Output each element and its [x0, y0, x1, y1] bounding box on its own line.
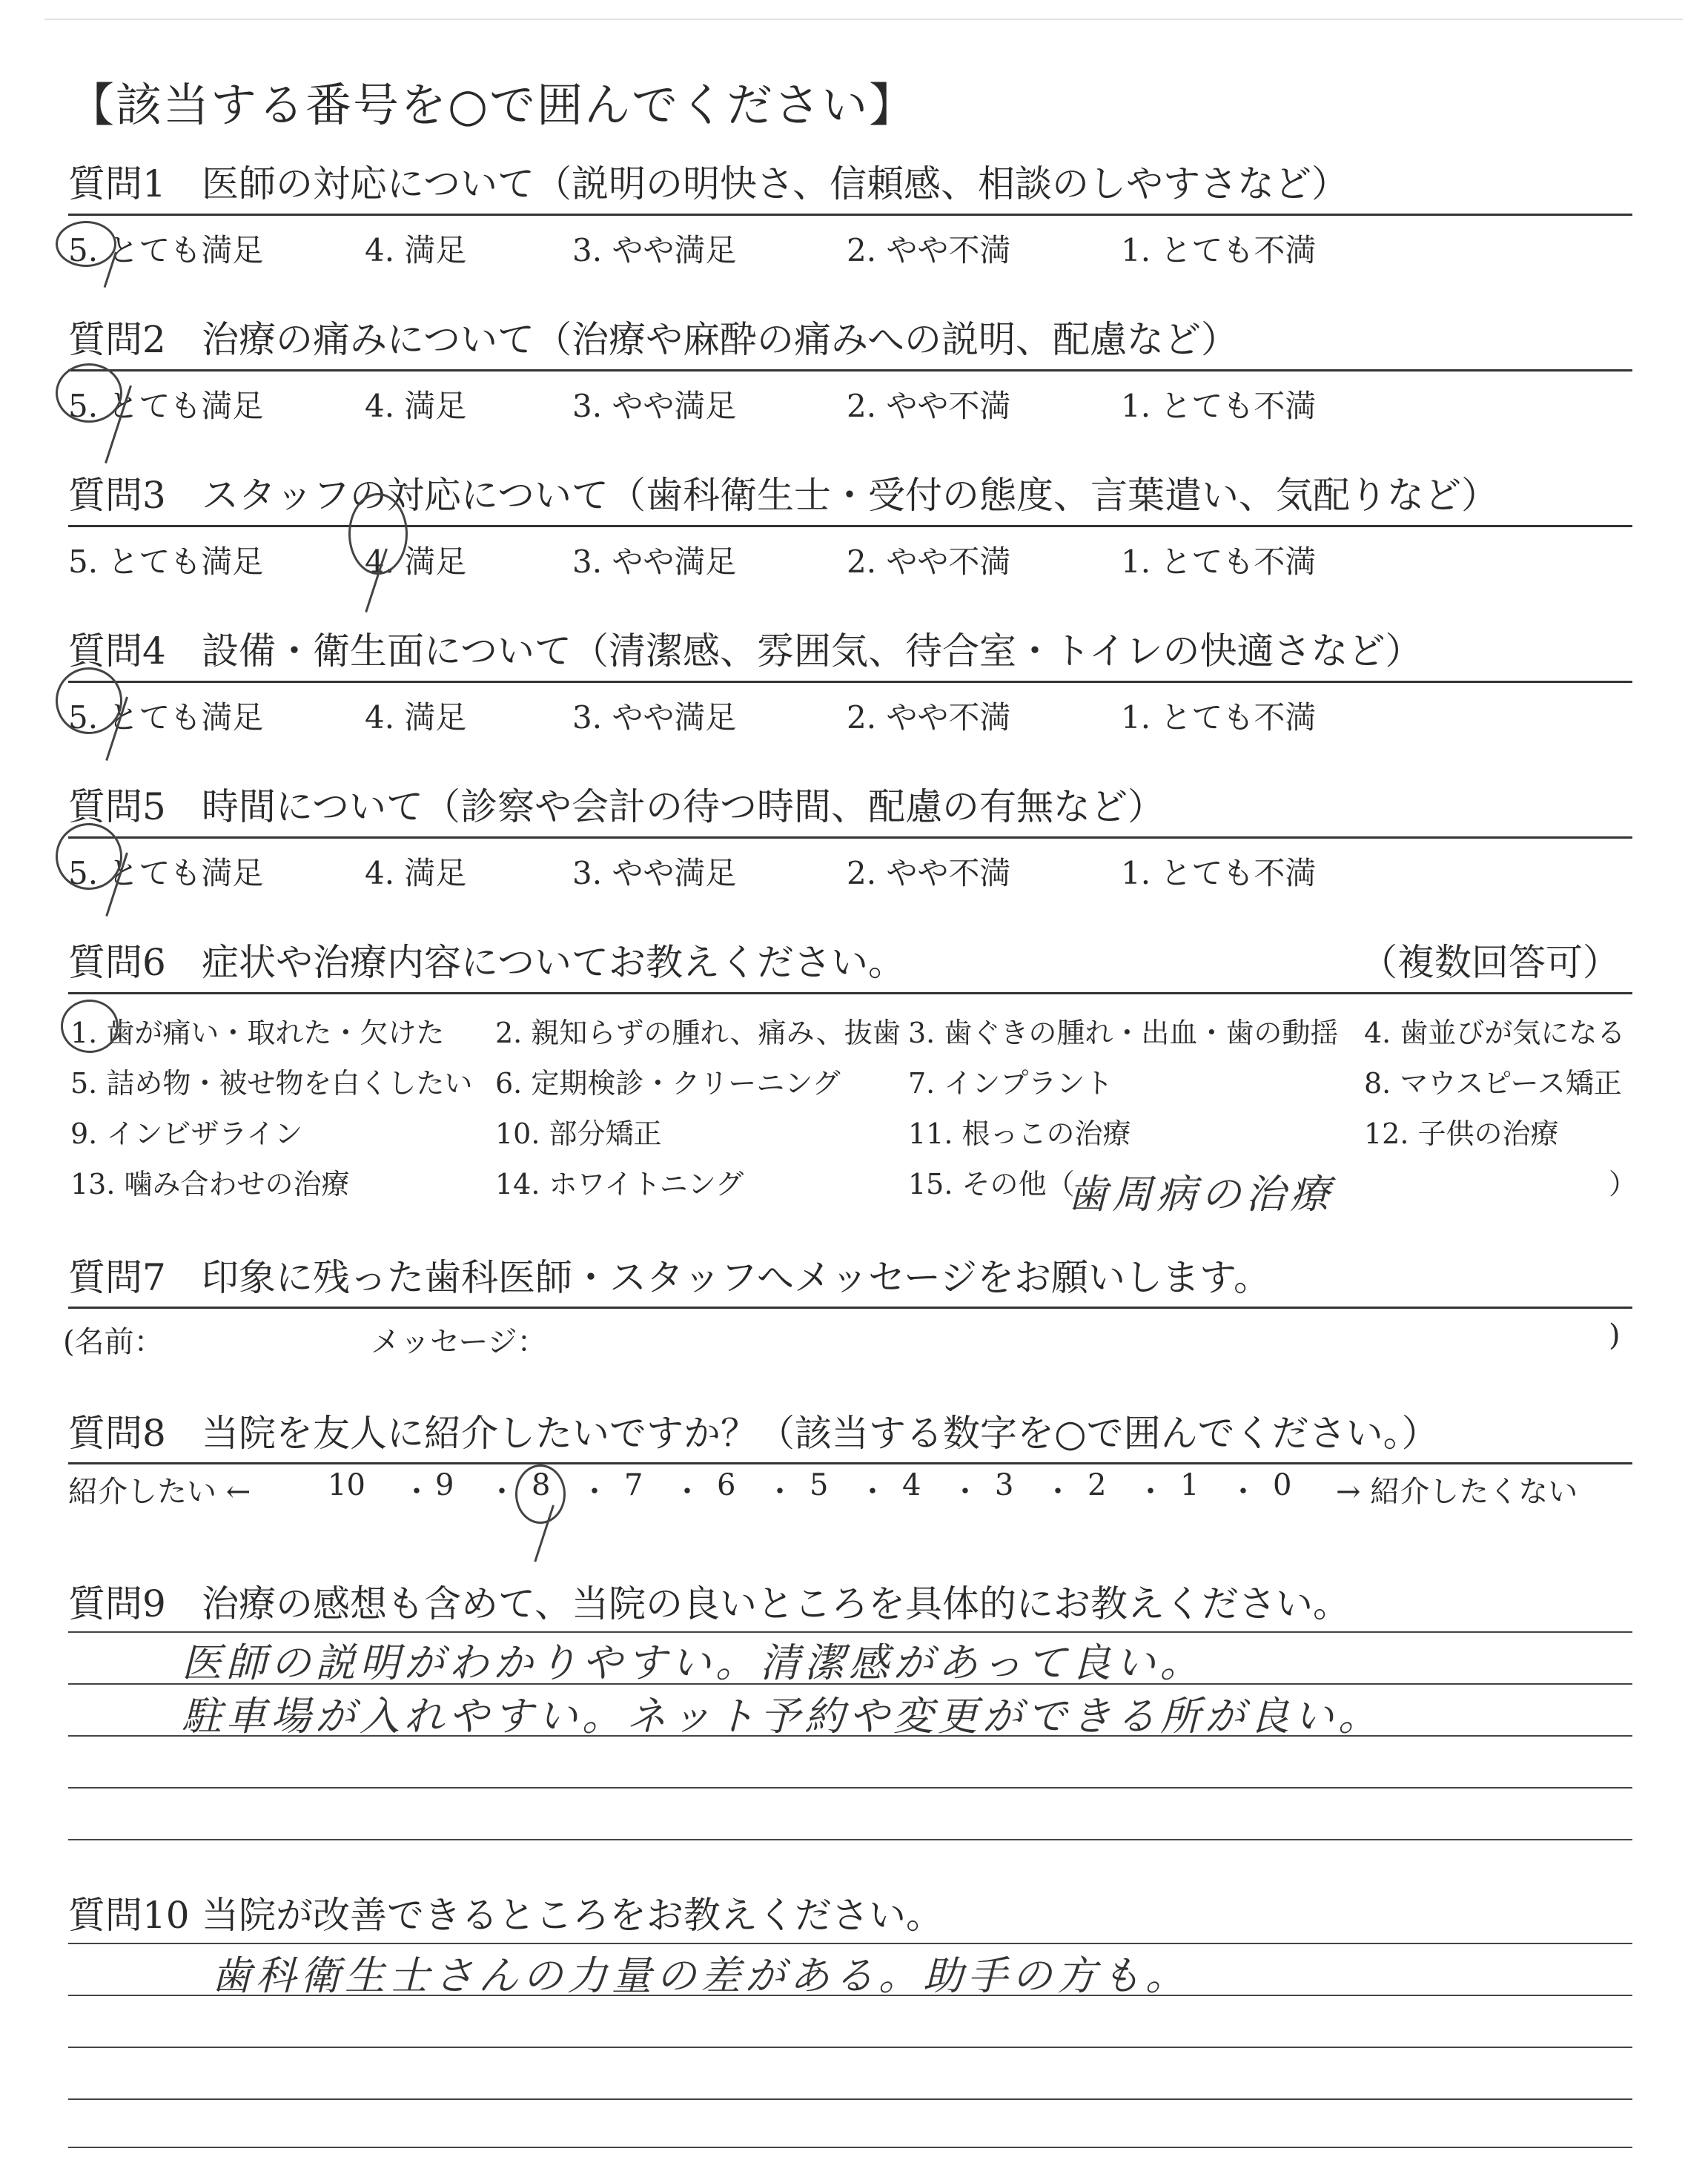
question-text: 時間について（診察や会計の待つ時間、配慮の有無など）: [202, 785, 1165, 828]
divider: [68, 214, 1632, 216]
question-4: [68, 627, 1632, 676]
rating-option-1[interactable]: 1. とても不満: [1121, 544, 1317, 580]
question-text: 治療の感想も含めて、当院の良いところを具体的にお教えください。: [202, 1582, 1350, 1625]
question-text: スタッフの対応について（歯科衛生士・受付の態度、言葉遣い、気配りなど）: [202, 474, 1498, 517]
question-text: 印象に残った歯科医師・スタッフへメッセージをお願いします。: [202, 1256, 1271, 1299]
selection-circle: [56, 823, 122, 890]
symptom-option-7[interactable]: 7. インプラント: [908, 1067, 1113, 1100]
rating-option-3[interactable]: 3. やや満足: [572, 232, 737, 268]
message-close-paren: ): [1609, 1318, 1621, 1353]
selection-circle: [348, 493, 408, 575]
selection-circle: [56, 221, 116, 267]
handwritten-answer-line-1: 医師の説明がわかりやすい。清潔感があって良い。: [182, 1639, 1205, 1686]
answer-line: [68, 2047, 1632, 2048]
question-text: 医師の対応について（説明の明快さ、信頼感、相談のしやすさなど）: [202, 162, 1348, 205]
multiple-answers-note: （複数回答可）: [1360, 941, 1620, 984]
rating-option-5[interactable]: 5. とても満足: [68, 232, 264, 268]
scale-right-label: → 紹介したくない: [1336, 1475, 1578, 1509]
rating-option-2[interactable]: 2. やや不満: [847, 855, 1011, 891]
symptom-option-3[interactable]: 3. 歯ぐきの腫れ・出血・歯の動揺: [908, 1017, 1339, 1049]
message-label: メッセージ：: [371, 1325, 547, 1359]
rating-option-3[interactable]: 3. やや満足: [572, 388, 737, 424]
rating-option-1[interactable]: 1. とても不満: [1121, 855, 1317, 891]
selection-circle: [515, 1464, 566, 1524]
rating-option-2[interactable]: 2. やや不満: [847, 388, 1011, 424]
question-number: 質問6: [68, 941, 166, 984]
rating-option-5[interactable]: 5. とても満足: [68, 544, 264, 580]
question-1: [68, 159, 1632, 208]
rating-option-5[interactable]: 5. とても満足: [68, 699, 264, 736]
rating-option-3[interactable]: 3. やや満足: [572, 544, 737, 580]
symptom-option-8[interactable]: 8. マウスピース矯正: [1364, 1067, 1622, 1100]
answer-line: [68, 2098, 1632, 2100]
scale-3[interactable]: 3: [995, 1468, 1014, 1502]
scale-4[interactable]: 4: [902, 1468, 921, 1502]
rating-option-1[interactable]: 1. とても不満: [1121, 699, 1317, 736]
rating-options-q3: [68, 538, 1632, 582]
symptom-option-13[interactable]: 13. 噛み合わせの治療: [70, 1168, 350, 1200]
answer-line: [68, 1787, 1632, 1789]
question-number: 質問9: [68, 1582, 166, 1625]
divider: [68, 369, 1632, 371]
answer-line: [68, 1839, 1632, 1840]
answer-line: [68, 2147, 1632, 2148]
scale-9[interactable]: 9: [435, 1468, 454, 1502]
rating-options-q4: [68, 693, 1632, 738]
question-9: [68, 1579, 1632, 1628]
rating-option-3[interactable]: 3. やや満足: [572, 855, 737, 891]
scale-8[interactable]: 8: [532, 1468, 551, 1502]
symptom-option-10[interactable]: 10. 部分矯正: [495, 1117, 662, 1150]
symptom-option-14[interactable]: 14. ホワイトニング: [495, 1168, 744, 1200]
other-handwritten-answer: 歯周病の治療: [1068, 1171, 1334, 1218]
rating-option-4[interactable]: 4. 満足: [365, 855, 467, 891]
symptom-option-11[interactable]: 11. 根っこの治療: [908, 1117, 1131, 1150]
name-label: (名前：: [63, 1325, 164, 1359]
question-text: 設備・衛生面について（清潔感、雰囲気、待合室・トイレの快適さなど）: [202, 630, 1423, 673]
question-number: 質問4: [68, 630, 166, 673]
question-3: [68, 471, 1632, 520]
question-2: [68, 315, 1632, 364]
symptom-option-9[interactable]: 9. インビザライン: [70, 1117, 303, 1150]
divider: [68, 836, 1632, 839]
symptom-option-12[interactable]: 12. 子供の治療: [1364, 1117, 1559, 1150]
rating-option-5[interactable]: 5. とても満足: [68, 388, 264, 424]
handwritten-answer-line-1: 歯科衛生士さんの力量の差がある。助手の方も。: [211, 1952, 1190, 1999]
scale-10[interactable]: 10: [328, 1468, 365, 1502]
question-number: 質問8: [68, 1412, 166, 1455]
scale-0[interactable]: 0: [1273, 1468, 1292, 1502]
scale-5[interactable]: 5: [810, 1468, 829, 1502]
rating-options-q1: [68, 226, 1632, 271]
page-header: 【該当する番号を○で囲んでください】: [68, 78, 917, 132]
symptom-option-1[interactable]: 1. 歯が痛い・取れた・欠けた: [70, 1017, 445, 1049]
rating-option-5[interactable]: 5. とても満足: [68, 855, 264, 891]
question-text: 治療の痛みについて（治療や麻酔の痛みへの説明、配慮など）: [202, 318, 1238, 361]
selection-circle: [61, 1000, 119, 1053]
question-number: 質問3: [68, 474, 166, 517]
question-number: 質問10: [68, 1894, 190, 1937]
question-8: [68, 1409, 1632, 1458]
rating-option-2[interactable]: 2. やや不満: [847, 544, 1011, 580]
rating-option-2[interactable]: 2. やや不満: [847, 699, 1011, 736]
symptom-option-2[interactable]: 2. 親知らずの腫れ、痛み、抜歯: [495, 1017, 901, 1049]
symptom-option-6[interactable]: 6. 定期検診・クリーニング: [495, 1067, 841, 1100]
selection-circle: [56, 363, 122, 423]
handwritten-answer-line-2: 駐車場が入れやすい。ネット予約や変更ができる所が良い。: [182, 1693, 1383, 1740]
question-5: [68, 782, 1632, 831]
divider: [68, 681, 1632, 683]
question-10: [68, 1891, 1632, 1940]
symptom-option-15[interactable]: 15. その他（: [908, 1168, 1075, 1200]
top-edge: [44, 19, 1683, 20]
divider: [68, 1462, 1632, 1464]
rating-option-4[interactable]: 4. 満足: [365, 699, 467, 736]
rating-options-q2: [68, 382, 1632, 426]
question-number: 質問1: [68, 162, 166, 205]
other-close-paren: ）: [1609, 1168, 1638, 1200]
recommend-scale: 紹介したい ← 10 ・ 9 ・ 8 ・ 7 ・ 6 ・ 5 ・ 4 ・ 3 ・ 2 ・ 1 ・ 0 → 紹介したくない: [68, 1468, 1578, 1509]
symptom-option-4[interactable]: 4. 歯並びが気になる: [1364, 1017, 1626, 1049]
rating-option-4[interactable]: 4. 満足: [365, 388, 467, 424]
rating-option-4[interactable]: 4. 満足: [365, 544, 467, 580]
question-text: 当院が改善できるところをお教えください。: [202, 1894, 943, 1937]
scale-left-label: 紹介したい ←: [68, 1475, 251, 1509]
divider: [68, 1307, 1632, 1309]
question-number: 質問2: [68, 318, 166, 361]
question-text: 当院を友人に紹介したいですか？（該当する数字を○で囲んでください。）: [202, 1412, 1439, 1455]
rating-option-1[interactable]: 1. とても不満: [1121, 388, 1317, 424]
rating-option-1[interactable]: 1. とても不満: [1121, 232, 1317, 268]
rating-option-4[interactable]: 4. 満足: [365, 232, 467, 268]
rating-options-q5: [68, 849, 1632, 894]
symptom-option-5[interactable]: 5. 詰め物・被せ物を白くしたい: [70, 1067, 473, 1100]
rating-option-3[interactable]: 3. やや満足: [572, 699, 737, 736]
scale-7[interactable]: 7: [624, 1468, 643, 1502]
question-text: 症状や治療内容についてお教えください。: [202, 941, 905, 984]
question-7: [68, 1253, 1632, 1302]
question-number: 質問5: [68, 785, 166, 828]
scale-1[interactable]: 1: [1180, 1468, 1199, 1502]
selection-circle: [56, 667, 122, 734]
scale-6[interactable]: 6: [717, 1468, 736, 1502]
divider: [68, 525, 1632, 527]
rating-option-2[interactable]: 2. やや不満: [847, 232, 1011, 268]
scale-2[interactable]: 2: [1088, 1468, 1107, 1502]
divider: [68, 992, 1632, 994]
question-number: 質問7: [68, 1256, 166, 1299]
